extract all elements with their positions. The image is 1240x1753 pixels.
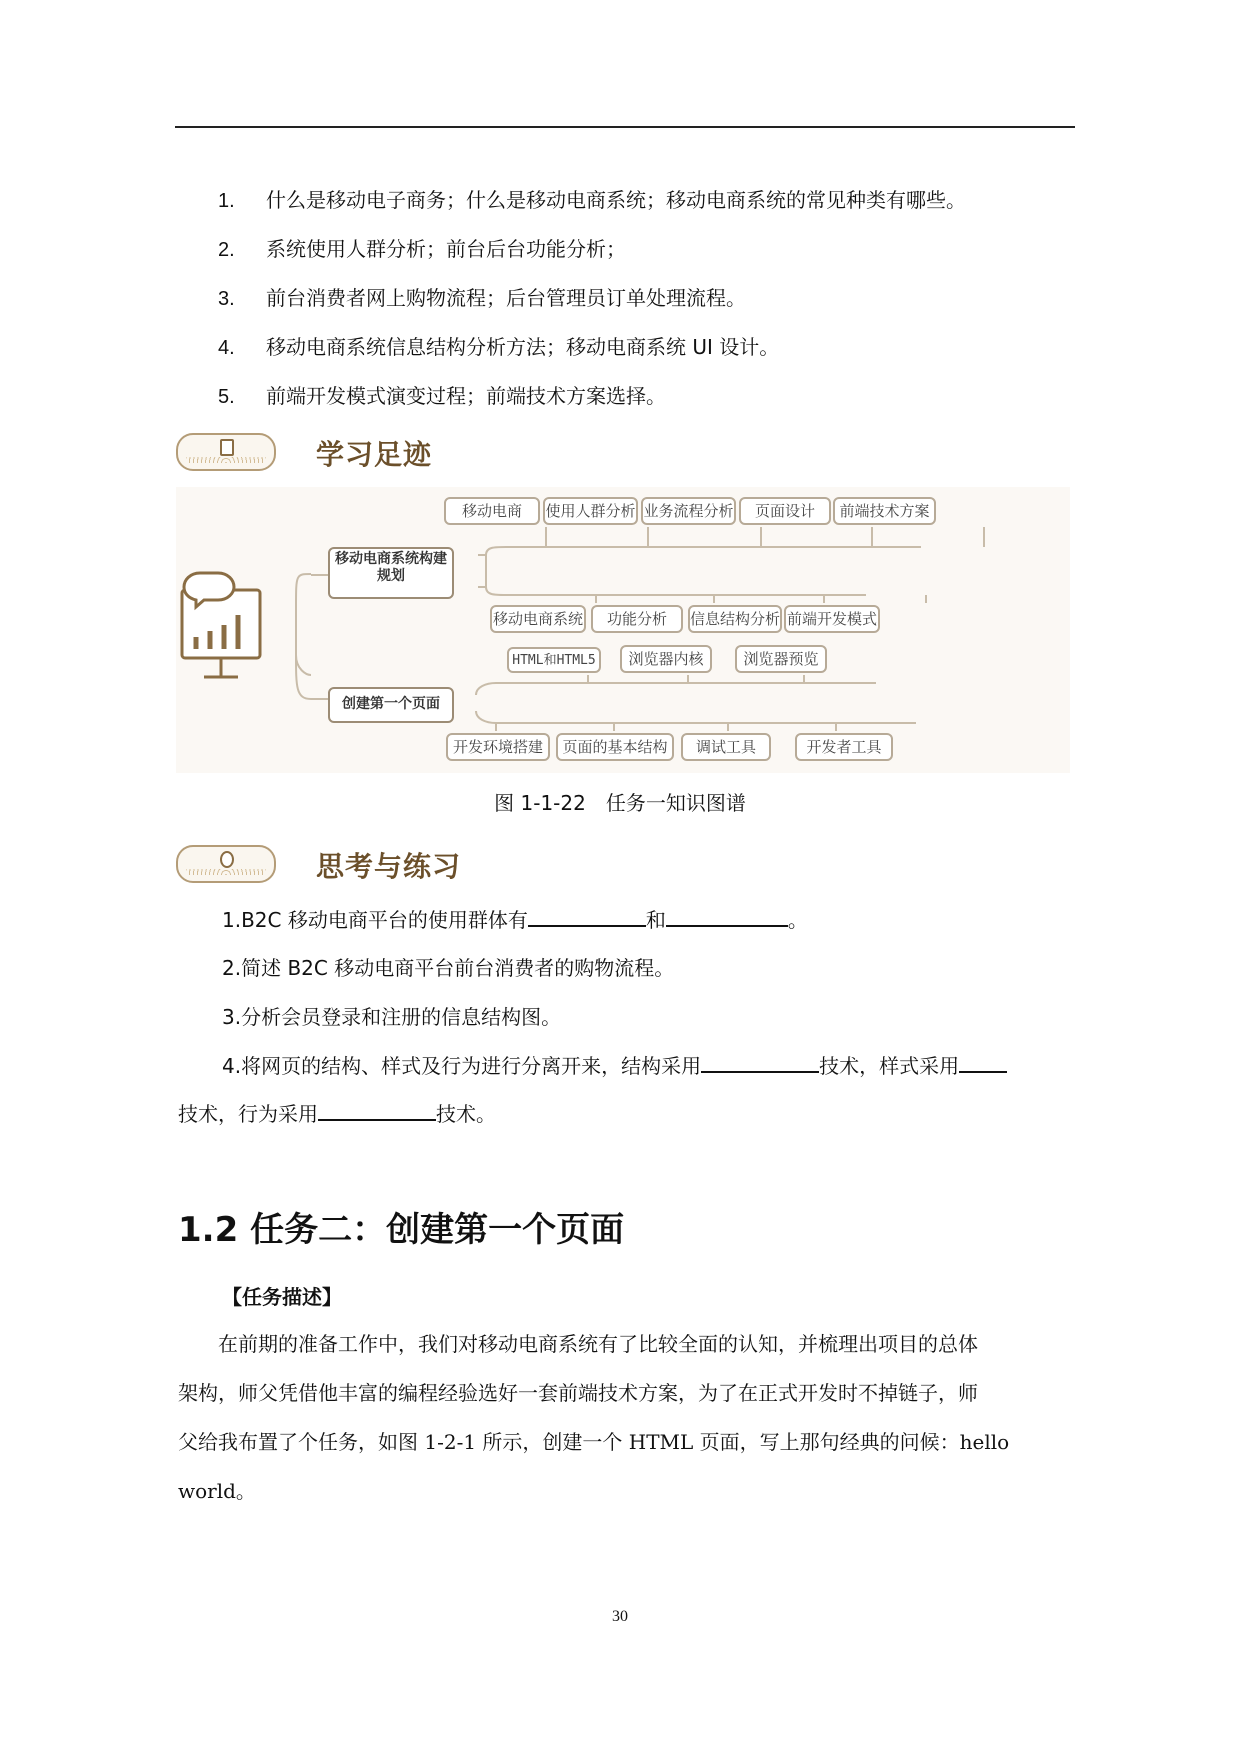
connector-root [296, 574, 311, 675]
mindmap-node: 浏览器内核 [620, 645, 712, 673]
mindmap-node: 信息结构分析 [688, 605, 782, 633]
mindmap-node-branch2: 创建第一个页面 [328, 687, 454, 723]
mindmap-node: 功能分析 [591, 605, 683, 633]
list-item: 4. 移动电商系统信息结构分析方法；移动电商系统 UI 设计。 [218, 335, 780, 359]
mindmap-node-branch1: 移动电商系统构建规划 [328, 547, 454, 599]
mindmap-node: 开发环境搭建 [446, 733, 550, 761]
mindmap-node: 移动电商系统 [490, 605, 586, 633]
answer-blank[interactable] [959, 1051, 1007, 1073]
monitor-chart-icon [182, 573, 260, 677]
answer-blank[interactable] [666, 905, 788, 927]
connector-b2-top [476, 683, 876, 695]
lightbulb-badge-icon [176, 845, 276, 883]
mindmap-node: HTML和HTML5 [507, 647, 601, 673]
page-number: 30 [612, 1608, 628, 1625]
list-item: 5. 前端开发模式演变过程；前端技术方案选择。 [218, 384, 666, 408]
question-1: 1.B2C 移动电商平台的使用群体有 和 。 [222, 905, 808, 935]
connector-b1-bottom [486, 587, 866, 595]
section-heading: 1.2 任务二：创建第一个页面 [178, 1210, 625, 1250]
mindmap-node: 前端开发模式 [784, 605, 880, 633]
list-item: 2. 系统使用人群分析；前台后台功能分析； [218, 237, 626, 261]
question-4: 4.将网页的结构、样式及行为进行分离开来，结构采用 技术，样式采用 [222, 1051, 1007, 1081]
clipboard-badge-icon [176, 433, 276, 471]
question-4-cont: 技术，行为采用 技术。 [178, 1099, 496, 1129]
subheading-task-description: 【任务描述】 [222, 1285, 342, 1309]
mindmap-node: 前端技术方案 [833, 497, 936, 525]
mindmap-node: 页面设计 [739, 497, 831, 525]
list-item: 1. 什么是移动电子商务；什么是移动电商系统；移动电商系统的常见种类有哪些。 [218, 188, 966, 212]
section-title-exercises: 思考与练习 [316, 850, 462, 883]
task-description-paragraph: 在前期的准备工作中，我们对移动电商系统有了比较全面的认知，并梳理出项目的总体 架构，师父凭借他丰富的编程经验选好一套前端技术方案，为了在正式开发时不掉链子，师 父给我布置了个任务，如图 1-2-1 所示，创建一个 HTML 页面，写上那句经典的问候：hello world。 [178, 1332, 1010, 1503]
question-2: 2.简述 B2C 移动电商平台前台消费者的购物流程。 [222, 956, 675, 980]
connector-b2-bottom [476, 711, 916, 723]
connector-branch2 [296, 655, 328, 699]
mindmap-node: 页面的基本结构 [556, 733, 674, 761]
connector-b1-top [486, 547, 921, 555]
mindmap-node: 浏览器预览 [735, 645, 827, 673]
connector-b1-bracket [478, 555, 486, 587]
answer-blank[interactable] [701, 1051, 819, 1073]
section-title-learning-path: 学习足迹 [316, 438, 433, 471]
mindmap-node: 调试工具 [681, 733, 771, 761]
mindmap-node: 移动电商 [444, 497, 540, 525]
answer-blank[interactable] [528, 905, 646, 927]
knowledge-mindmap [176, 487, 1070, 773]
mindmap-node: 开发者工具 [795, 733, 893, 761]
mindmap-node: 业务流程分析 [641, 497, 736, 525]
objectives-list [218, 183, 1078, 428]
answer-blank[interactable] [318, 1099, 436, 1121]
figure-caption: 图 1-1-22 任务一知识图谱 [494, 791, 746, 815]
mindmap-node: 使用人群分析 [543, 497, 638, 525]
question-3: 3.分析会员登录和注册的信息结构图。 [222, 1005, 562, 1029]
header-rule [175, 126, 1075, 128]
list-item: 3. 前台消费者网上购物流程；后台管理员订单处理流程。 [218, 286, 746, 310]
